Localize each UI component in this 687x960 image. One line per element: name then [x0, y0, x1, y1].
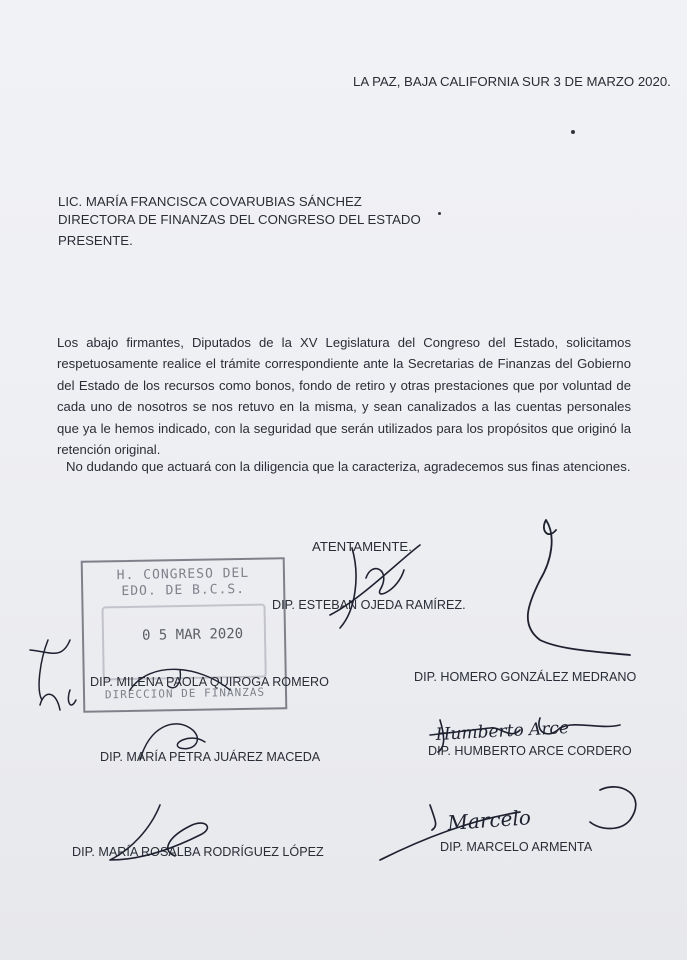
signature-quiroga — [130, 669, 230, 690]
presente-line: PRESENTE. — [58, 233, 133, 248]
body-paragraph: Los abajo firmantes, Diputados de la XV Legislatura del Congreso del Estado, solicitamos respetuosamente realice el trámite correspondiente ante la Secretarias de Finanzas del Gobierno del Estado de los recursos como bonos, fondo de retiro y otras prestaciones que por voluntad de cada uno de nosotros se nos retuvo en la misma, y sean canalizados a las cuentas personales que ya le hemos indicado, con la seguridad que serán utilizados para los propósitos que originó la retención original. — [57, 335, 631, 458]
signature-gonzalez — [528, 520, 630, 655]
date-line: LA PAZ, BAJA CALIFORNIA SUR 3 DE MARZO 2020. — [353, 74, 671, 89]
handwriting-marcelo: Marcelo — [446, 805, 532, 835]
signature-ojeda — [330, 545, 420, 628]
stamp-line-2: EDO. DE B.C.S. — [121, 581, 246, 600]
signatory-ojeda: DIP. ESTEBAN OJEDA RAMÍREZ. — [272, 598, 466, 612]
speck-1 — [571, 130, 575, 134]
signatory-juarez: DIP. MARÍA PETRA JUÁREZ MACEDA — [100, 750, 321, 764]
signatory-armenta: DIP. MARCELO ARMENTA — [440, 840, 593, 854]
signatory-rodriguez: DIP. MARÍA ROSALBA RODRÍGUEZ LÓPEZ — [72, 845, 324, 859]
speck-2 — [438, 212, 441, 215]
closing-line: No dudando que actuará con la diligencia que la caracteriza, agradecemos sus finas atenciones. — [66, 459, 631, 474]
signature-margin-initials — [30, 640, 76, 710]
signature-rodriguez — [110, 805, 207, 860]
addressee-title: DIRECTORA DE FINANZAS DEL CONGRESO DEL ESTADO — [58, 212, 421, 227]
stamp-line-3: DIRECCION DE FINANZAS — [104, 685, 266, 702]
signatory-gonzalez: DIP. HOMERO GONZÁLEZ MEDRANO — [414, 670, 637, 684]
handwriting-humberto: Humberto Arce — [435, 718, 570, 745]
signature-juarez — [140, 724, 205, 760]
signatory-quiroga: DIP. MILENA PAOLA QUIROGA ROMERO — [90, 675, 329, 689]
stamp-date: 0 5 MAR 2020 — [141, 625, 244, 644]
signatory-arce: DIP. HUMBERTO ARCE CORDERO — [428, 744, 632, 758]
atentamente-label: ATENTAMENTE. — [312, 539, 412, 554]
stamp-line-1: H. CONGRESO DEL — [116, 565, 250, 584]
addressee-name: LIC. MARÍA FRANCISCA COVARUBIAS SÁNCHEZ — [58, 194, 362, 209]
